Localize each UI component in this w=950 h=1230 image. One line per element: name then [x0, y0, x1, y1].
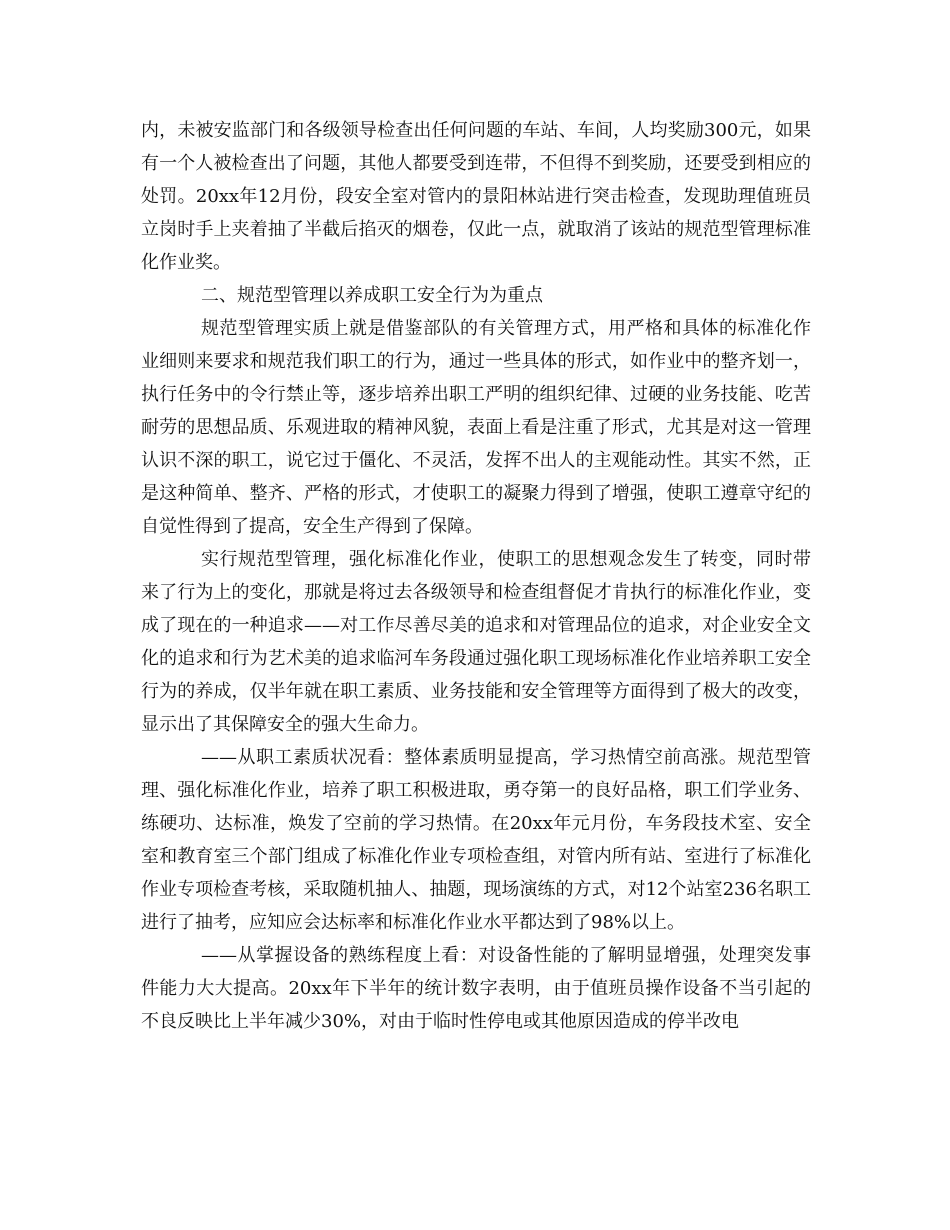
paragraph: ——从职工素质状况看：整体素质明显提高，学习热情空前高涨。规范型管理、强化标准化作业，培养了职工积极进取，勇夺第一的良好品格，职工们学业务、练硬功、达标准，焕发了空前的学习热情。在20xx年元月份，车务段技术室、安全室和教育室三个部门组成了标准化作业专项检查组，对管内所有站、室进行了标准化作业专项检查考核，采取随机抽人、抽题，现场演练的方式，对12个站室236名职工进行了抽考，应知应会达标率和标准化作业水平都达到了98%以上。: [141, 747, 811, 933]
paragraph-continuation: 内，未被安监部门和各级领导检查出任何问题的车站、车间，人均奖励300元，如果有一个人被检查出了问题，其他人都要受到连带，不但得不到奖励，还要受到相应的处罚。20xx年12月份，段安全室对管内的景阳林站进行突击检查，发现助理值班员立岗时手上夹着抽了半截后掐灭的烟卷，仅此一点，就取消了该站的规范型管理标准化作业奖。: [141, 120, 811, 273]
paragraph: 规范型管理实质上就是借鉴部队的有关管理方式，用严格和具体的标准化作业细则来要求和规范我们职工的行为，通过一些具体的形式，如作业中的整齐划一，执行任务中的令行禁止等，逐步培养出职工严明的组织纪律、过硬的业务技能、吃苦耐劳的思想品质、乐观进取的精神风貌，表面上看是注重了形式，尤其是对这一管理认识不深的职工，说它过于僵化、不灵活，发挥不出人的主观能动性。其实不然，正是这种简单、整齐、严格的形式，才使职工的凝聚力得到了增强，使职工遵章守纪的自觉性得到了提高，安全生产得到了保障。: [141, 318, 811, 537]
document-body: [141, 114, 811, 1038]
paragraph: ——从掌握设备的熟练程度上看：对设备性能的了解明显增强，处理突发事件能力大大提高。20xx年下半年的统计数字表明，由于值班员操作设备不当引起的不良反映比上半年减少30%，对由于临时性停电或其他原因造成的停半改电: [141, 945, 811, 1032]
section-heading: 二、规范型管理以养成职工安全行为为重点: [201, 285, 543, 306]
paragraph: 实行规范型管理，强化标准化作业，使职工的思想观念发生了转变，同时带来了行为上的变化，那就是将过去各级领导和检查组督促才肯执行的标准化作业，变成了现在的一种追求——对工作尽善尽美的追求和对管理品位的追求，对企业安全文化的追求和行为艺术美的追求临河车务段通过强化职工现场标准化作业培养职工安全行为的养成，仅半年就在职工素质、业务技能和安全管理等方面得到了极大的改变，显示出了其保障安全的强大生命力。: [141, 549, 811, 735]
